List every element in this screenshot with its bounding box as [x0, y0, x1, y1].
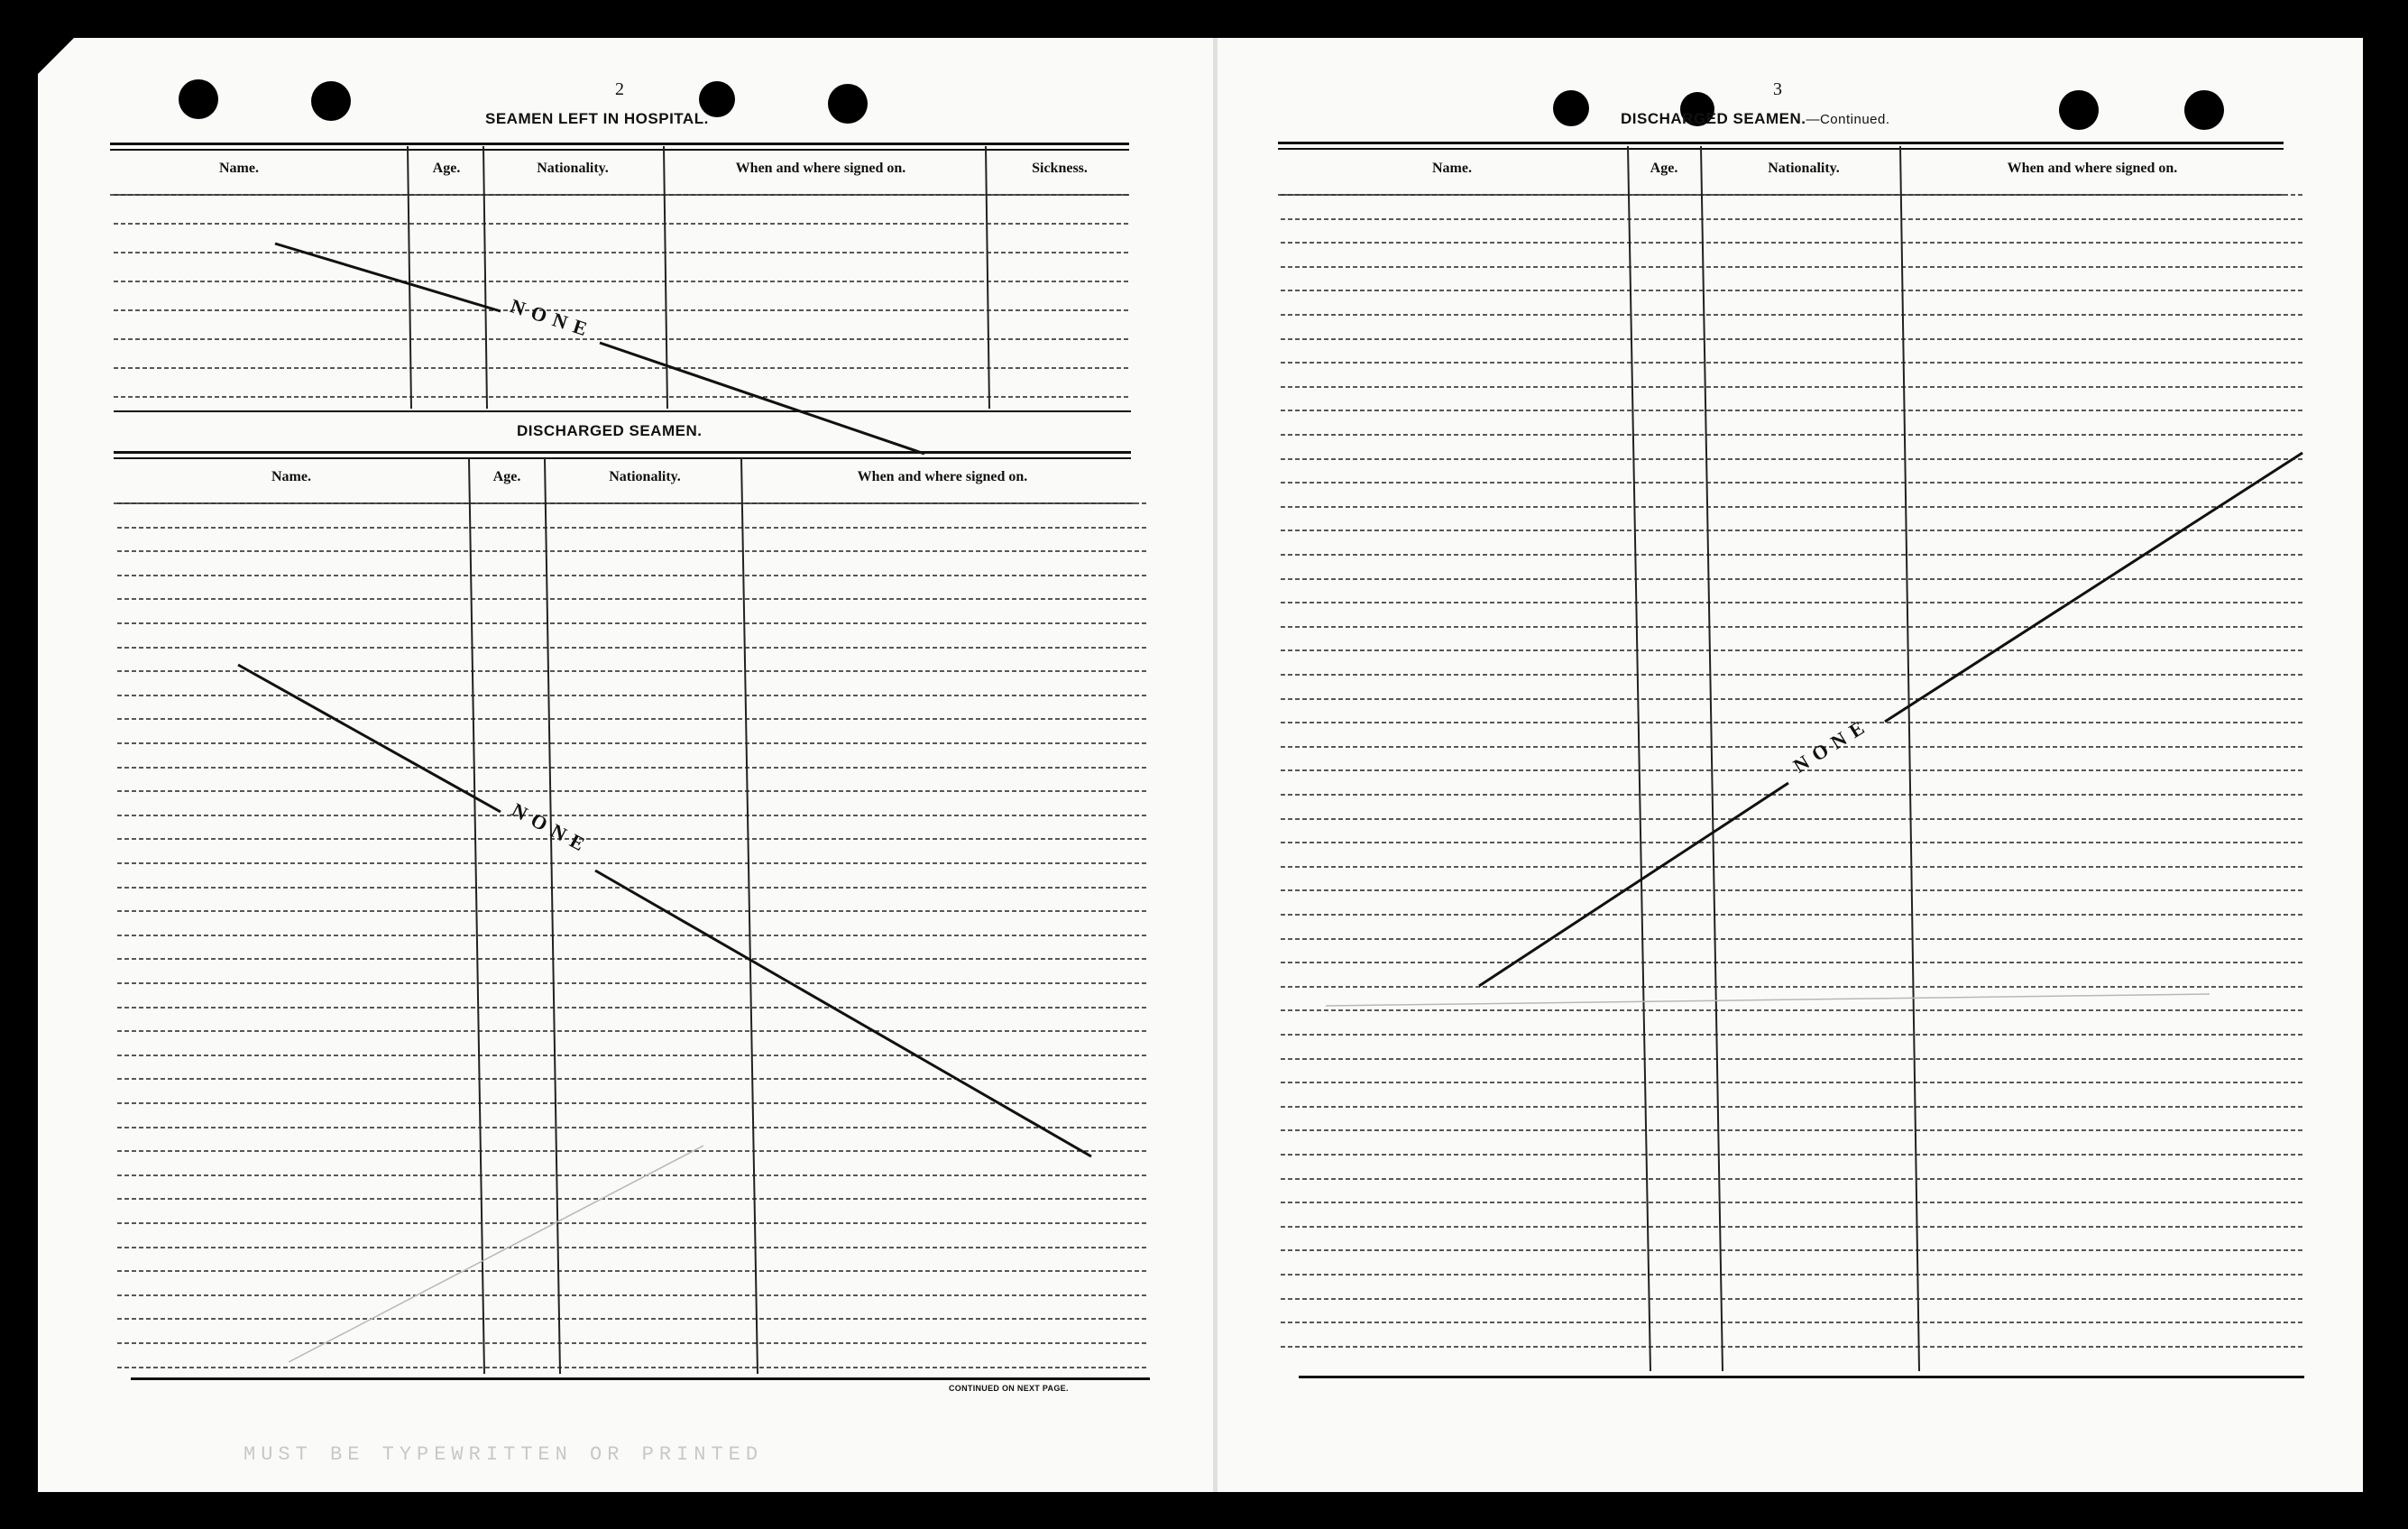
column-rule: [664, 146, 667, 409]
none-cancellation-mark: [275, 244, 924, 454]
column-rule: [483, 146, 487, 409]
typewritten-instruction-stamp: MUST BE TYPEWRITTEN OR PRINTED: [244, 1443, 764, 1466]
column-header-age: Age.: [432, 161, 461, 176]
column-header-name: Name.: [219, 161, 259, 176]
column-rule: [1628, 146, 1650, 1371]
column-header-name: Name.: [1432, 161, 1472, 176]
cancellation-line: [275, 244, 501, 311]
column-header-name: Name.: [271, 469, 311, 484]
cancellation-line: [595, 870, 1091, 1156]
cancellation-line: [1885, 453, 2302, 722]
column-rule: [469, 458, 484, 1374]
discharged-section-title: DISCHARGED SEAMEN.: [517, 422, 703, 439]
faint-bleed-line: [1326, 994, 2210, 1006]
column-rule: [408, 146, 411, 409]
faint-bleed-line: [289, 1146, 703, 1362]
column-header-signed-on: When and where signed on.: [735, 161, 906, 176]
cancellation-line: [238, 665, 501, 812]
none-stamp: NONE: [508, 797, 595, 859]
none-stamp: NONE: [1788, 712, 1875, 778]
column-rule: [1701, 146, 1723, 1371]
continued-suffix: —Continued.: [1806, 112, 1890, 127]
column-rule: [545, 458, 560, 1374]
page-number-right: 3: [1773, 79, 1782, 99]
column-rule: [741, 458, 758, 1374]
none-stamp: NONE: [508, 294, 597, 343]
column-rule: [986, 146, 989, 409]
column-header-nationality: Nationality.: [609, 469, 681, 484]
section-title-text: DISCHARGED SEAMEN.: [1621, 110, 1806, 127]
cancellation-line: [600, 343, 924, 454]
column-header-nationality: Nationality.: [537, 161, 609, 176]
continued-note: CONTINUED ON NEXT PAGE.: [949, 1384, 1069, 1393]
none-cancellation-mark: [1479, 453, 2302, 986]
column-header-signed-on: When and where signed on.: [857, 469, 1028, 484]
column-header-age: Age.: [492, 469, 521, 484]
column-rule: [1900, 146, 1919, 1371]
column-header-age: Age.: [1650, 161, 1678, 176]
cancellation-line: [1479, 783, 1788, 986]
hospital-section-title: SEAMEN LEFT IN HOSPITAL.: [485, 110, 709, 127]
column-header-sickness: Sickness.: [1032, 161, 1088, 176]
column-header-nationality: Nationality.: [1768, 161, 1840, 176]
page-number-left: 2: [615, 79, 624, 99]
column-header-signed-on: When and where signed on.: [2007, 161, 2178, 176]
